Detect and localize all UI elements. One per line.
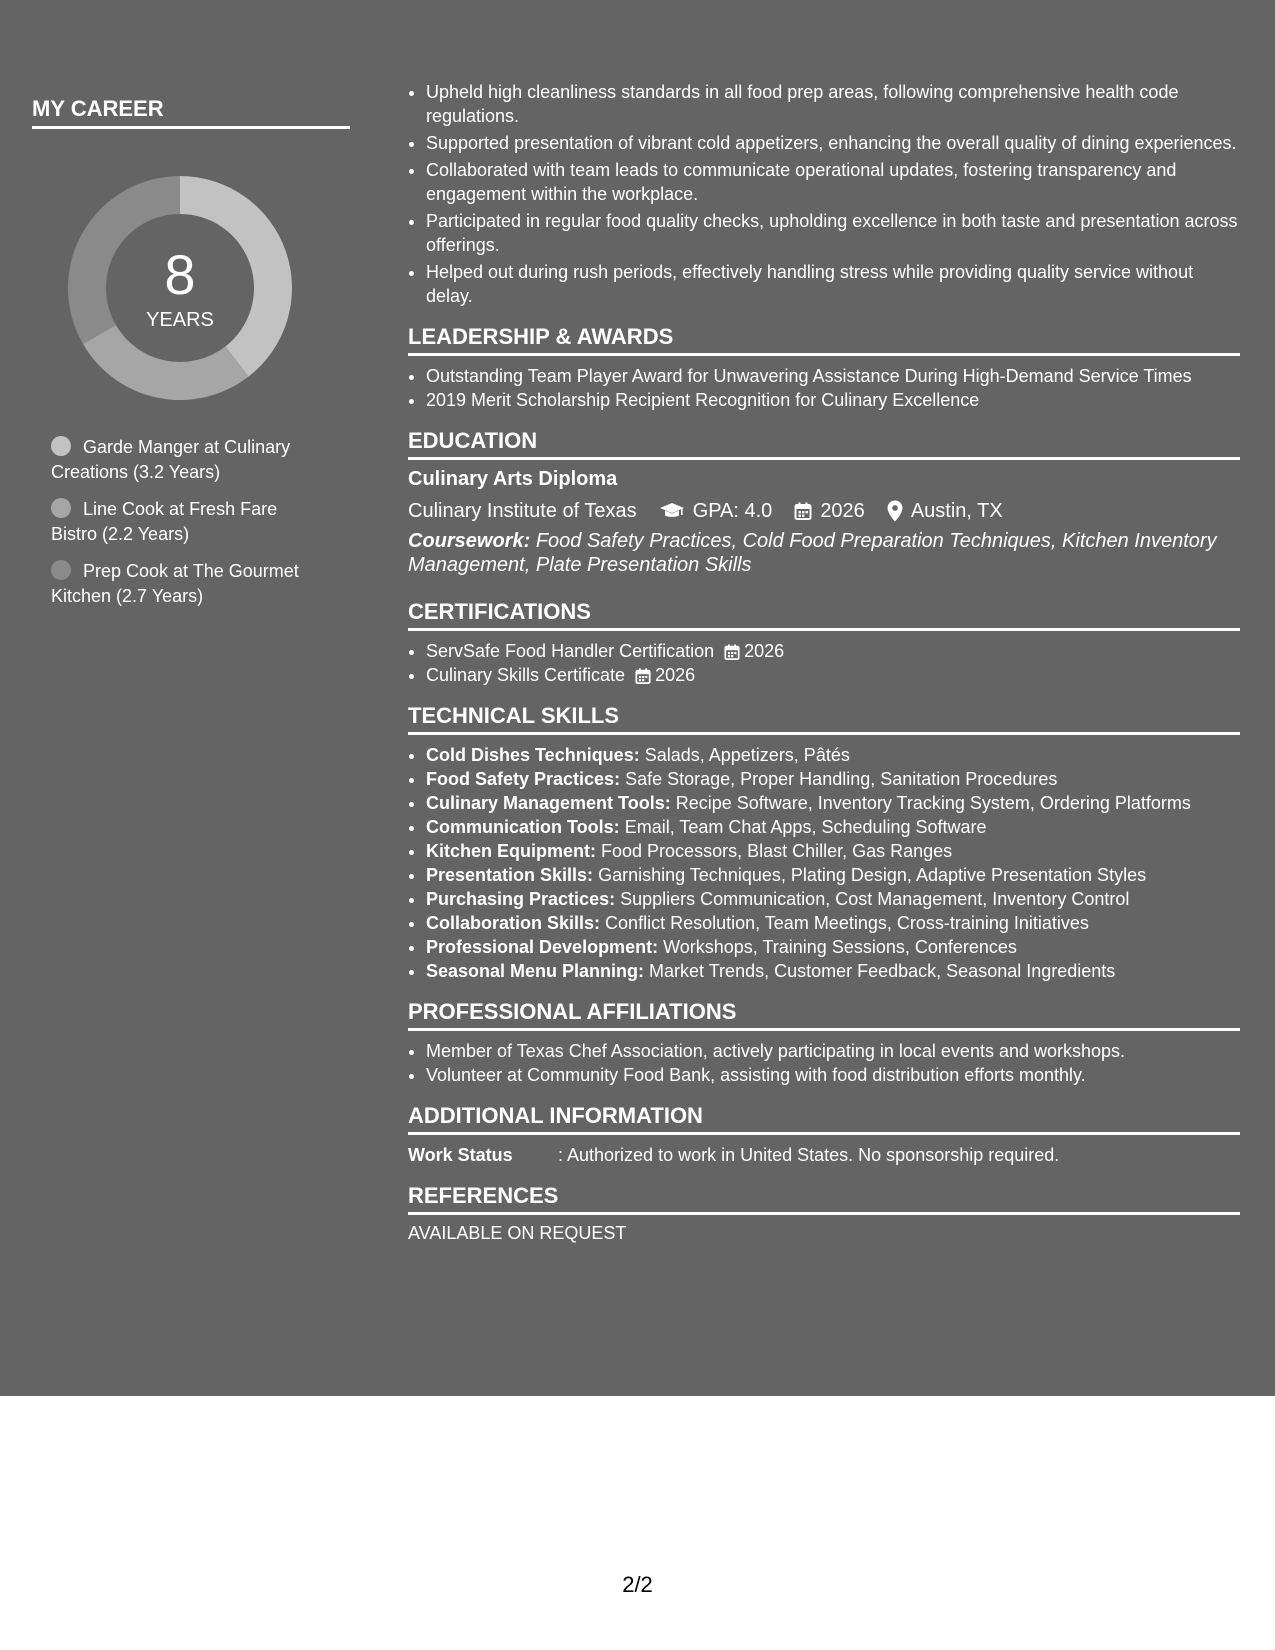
skill-value: Workshops, Training Sessions, Conferences [663,937,1017,957]
education-details [408,497,1240,525]
list-item [426,839,1240,863]
list-item [426,639,1240,663]
section-title: EDUCATION [408,428,1240,460]
section-title: PROFESSIONAL AFFILIATIONS [408,999,1240,1031]
graduation-cap-icon [659,502,685,520]
list-item [426,911,1240,935]
calendar-icon [635,668,651,684]
skill-value: Email, Team Chat Apps, Scheduling Software [624,817,987,837]
skill-value: Suppliers Communication, Cost Management, Inventory Control [620,889,1130,909]
section-title: TECHNICAL SKILLS [408,703,1240,735]
skill-label: Culinary Management Tools: [426,793,671,813]
list-item [426,959,1240,983]
skill-label: Cold Dishes Techniques: [426,745,640,765]
skill-label: Kitchen Equipment: [426,841,596,861]
skill-value: Conflict Resolution, Team Meetings, Cross-training Initiatives [605,913,1089,933]
coursework-text: Food Safety Practices, Cold Food Preparation Techniques, Kitchen Inventory Management, Plate Presentation Skills [408,530,1217,576]
career-heading: MY CAREER [32,96,350,129]
list-item: • Helped out during rush periods, effectively handling stress while providing quality service without delay. [426,260,1240,308]
cert-name: ServSafe Food Handler Certification [426,641,715,661]
education-section [408,428,1240,577]
section-title: ADDITIONAL INFORMATION [408,1103,1240,1135]
list-item [426,863,1240,887]
coursework [408,529,1240,577]
cert-year: 2026 [744,641,785,661]
calendar-icon [724,644,740,660]
legend-item [51,559,321,609]
skills-list [408,743,1240,983]
references-section [408,1183,1240,1244]
career-legend [51,435,321,609]
list-item: • Upheld high cleanliness standards in all food prep areas, following comprehensive health code regulations. [426,80,1240,128]
calendar-icon [794,502,812,520]
list-item [426,767,1240,791]
page-number: 2/2 [622,1572,653,1597]
career-donut-chart [67,175,293,401]
work-status-value: : Authorized to work in United States. No sponsorship required. [558,1145,1060,1165]
work-status-label: Work Status [408,1145,513,1165]
skill-value: Food Processors, Blast Chiller, Gas Ranges [601,841,953,861]
main-column [408,80,1240,1244]
skill-label: Purchasing Practices: [426,889,616,909]
leadership-section [408,324,1240,412]
list-item [426,663,1240,687]
legend-label: Garde Manger at Culinary Creations (3.2 Years) [51,437,291,482]
school-location: Austin, TX [910,500,1003,522]
list-item [426,935,1240,959]
sidebar [32,96,350,621]
legend-dot-icon [51,436,71,456]
certifications-section [408,599,1240,687]
donut-years-number: 8 [164,243,196,306]
cert-year: 2026 [655,665,696,685]
skill-label: Collaboration Skills: [426,913,601,933]
references-text: AVAILABLE ON REQUEST [408,1223,627,1243]
list-item: • Member of Texas Chef Association, actively participating in local events and workshops. [426,1039,1240,1063]
list-item: • Participated in regular food quality checks, upholding excellence in both taste and presentation across offerings. [426,209,1240,257]
donut-segment [83,325,249,400]
skill-label: Presentation Skills: [426,865,594,885]
list-item: • Supported presentation of vibrant cold appetizers, enhancing the overall quality of dining experiences. [426,131,1240,155]
gpa: GPA: 4.0 [692,500,773,522]
work-status [408,1143,1240,1167]
list-item: • 2019 Merit Scholarship Recipient Recognition for Culinary Excellence [426,388,1240,412]
school-name: Culinary Institute of Texas [408,500,637,522]
list-item [426,743,1240,767]
donut-years-unit: YEARS [146,309,214,331]
section-title: CERTIFICATIONS [408,599,1240,631]
skill-label: Communication Tools: [426,817,620,837]
degree-title: Culinary Arts Diploma [408,468,618,490]
experience-bullets [408,80,1240,308]
skill-value: Recipe Software, Inventory Tracking System, Ordering Platforms [675,793,1191,813]
list-item [426,887,1240,911]
list-item: • Collaborated with team leads to communicate operational updates, fostering transparency and engagement within the workplace. [426,158,1240,206]
affiliations-section [408,999,1240,1087]
skill-value: Safe Storage, Proper Handling, Sanitation Procedures [625,769,1058,789]
legend-item [51,435,321,485]
legend-dot-icon [51,498,71,518]
affiliations-list [408,1039,1240,1087]
additional-section [408,1103,1240,1167]
legend-label: Prep Cook at The Gourmet Kitchen (2.7 Years) [51,561,299,606]
coursework-label: Coursework: [408,530,531,552]
list-item: • Volunteer at Community Food Bank, assisting with food distribution efforts monthly. [426,1063,1240,1087]
skill-label: Professional Development: [426,937,659,957]
legend-item [51,497,321,547]
location-pin-icon [887,500,903,522]
skill-value: Market Trends, Customer Feedback, Seasonal Ingredients [649,961,1116,981]
legend-dot-icon [51,560,71,580]
legend-label: Line Cook at Fresh Fare Bistro (2.2 Years) [51,499,278,544]
list-item [426,791,1240,815]
skill-value: Salads, Appetizers, Pâtés [644,745,850,765]
skill-label: Seasonal Menu Planning: [426,961,645,981]
section-title: LEADERSHIP & AWARDS [408,324,1240,356]
cert-name: Culinary Skills Certificate [426,665,626,685]
list-item [426,815,1240,839]
skill-label: Food Safety Practices: [426,769,621,789]
skills-section [408,703,1240,983]
graduation-year: 2026 [820,500,865,522]
certifications-list [408,639,1240,687]
list-item: • Outstanding Team Player Award for Unwavering Assistance During High-Demand Service Times [426,364,1240,388]
section-title: REFERENCES [408,1183,1240,1215]
skill-value: Garnishing Techniques, Plating Design, Adaptive Presentation Styles [598,865,1147,885]
leadership-list [408,364,1240,412]
